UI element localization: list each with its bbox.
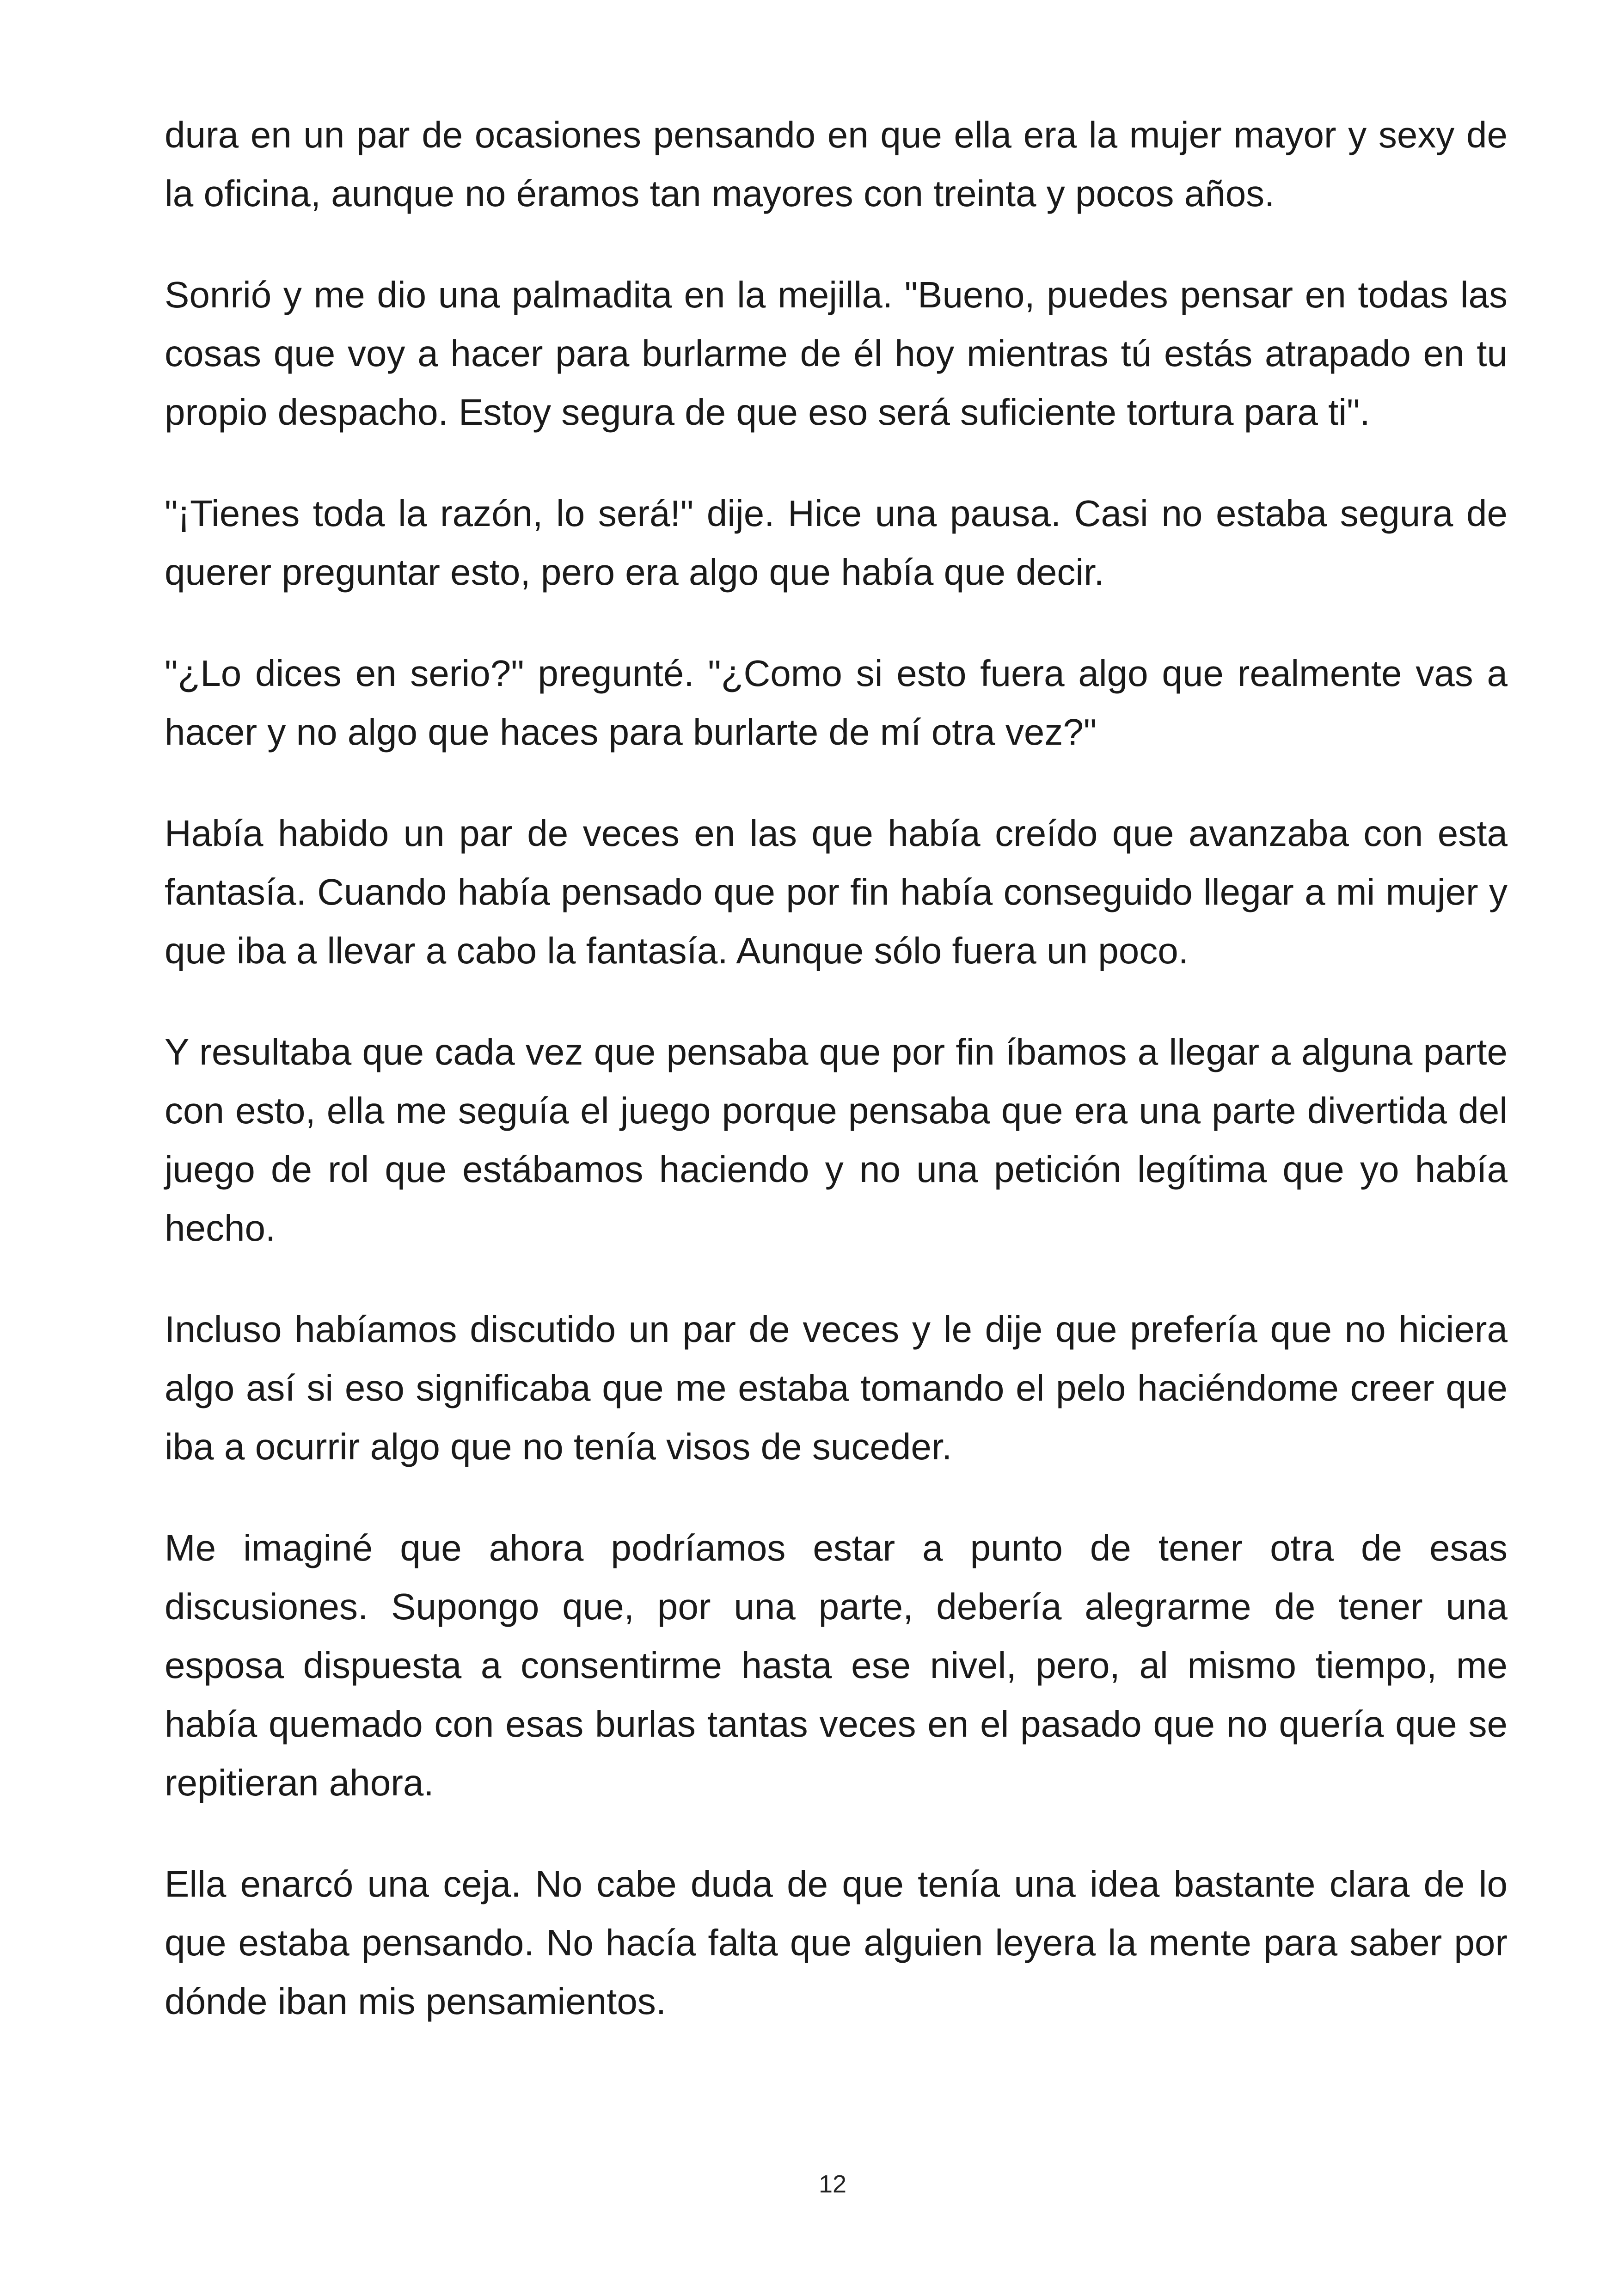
page-number: 12: [818, 2170, 847, 2198]
body-text: [165, 105, 1508, 2031]
paragraph: Me imaginé que ahora podríamos estar a punto de tener otra de esas discusiones. Supongo que, por una parte, debería alegrarme de tener una esposa dispuesta a consentirme hasta ese nivel, pero, al mismo tiempo, me había quemado con esas burlas tantas veces en el pasado que no quería que se repitieran ahora.: [165, 1527, 1508, 1803]
paragraph: "¡Tienes toda la razón, lo será!" dije. Hice una pausa. Casi no estaba segura de querer preguntar esto, pero era algo que había que decir.: [165, 493, 1508, 593]
paragraph: "¿Lo dices en serio?" pregunté. "¿Como si esto fuera algo que realmente vas a hacer y no algo que haces para burlarte de mí otra vez?": [165, 653, 1508, 753]
paragraph: Incluso habíamos discutido un par de veces y le dije que prefería que no hiciera algo así si eso significaba que me estaba tomando el pelo haciéndome creer que iba a ocurrir algo que no tenía visos de suceder.: [165, 1309, 1508, 1467]
paragraph: Sonrió y me dio una palmadita en la mejilla. "Bueno, puedes pensar en todas las cosas que voy a hacer para burlarme de él hoy mientras tú estás atrapado en tu propio despacho. Estoy segura de que eso será suficiente tortura para ti".: [165, 274, 1508, 433]
paragraph: Ella enarcó una ceja. No cabe duda de que tenía una idea bastante clara de lo que estaba pensando. No hacía falta que alguien leyera la mente para saber por dónde iban mis pensamientos.: [165, 1863, 1508, 2022]
paragraph: Había habido un par de veces en las que había creído que avanzaba con esta fantasía. Cuando había pensado que por fin había conseguido llegar a mi mujer y que iba a llevar a cabo la fantasía. Aunque sólo fuera un poco.: [165, 813, 1508, 971]
paragraph: dura en un par de ocasiones pensando en que ella era la mujer mayor y sexy de la oficina, aunque no éramos tan mayores con treinta y pocos años.: [165, 114, 1508, 214]
paragraph: Y resultaba que cada vez que pensaba que por fin íbamos a llegar a alguna parte con esto, ella me seguía el juego porque pensaba que era una parte divertida del juego de rol que estábamos haciendo y no una petición legítima que yo había hecho.: [165, 1031, 1508, 1249]
